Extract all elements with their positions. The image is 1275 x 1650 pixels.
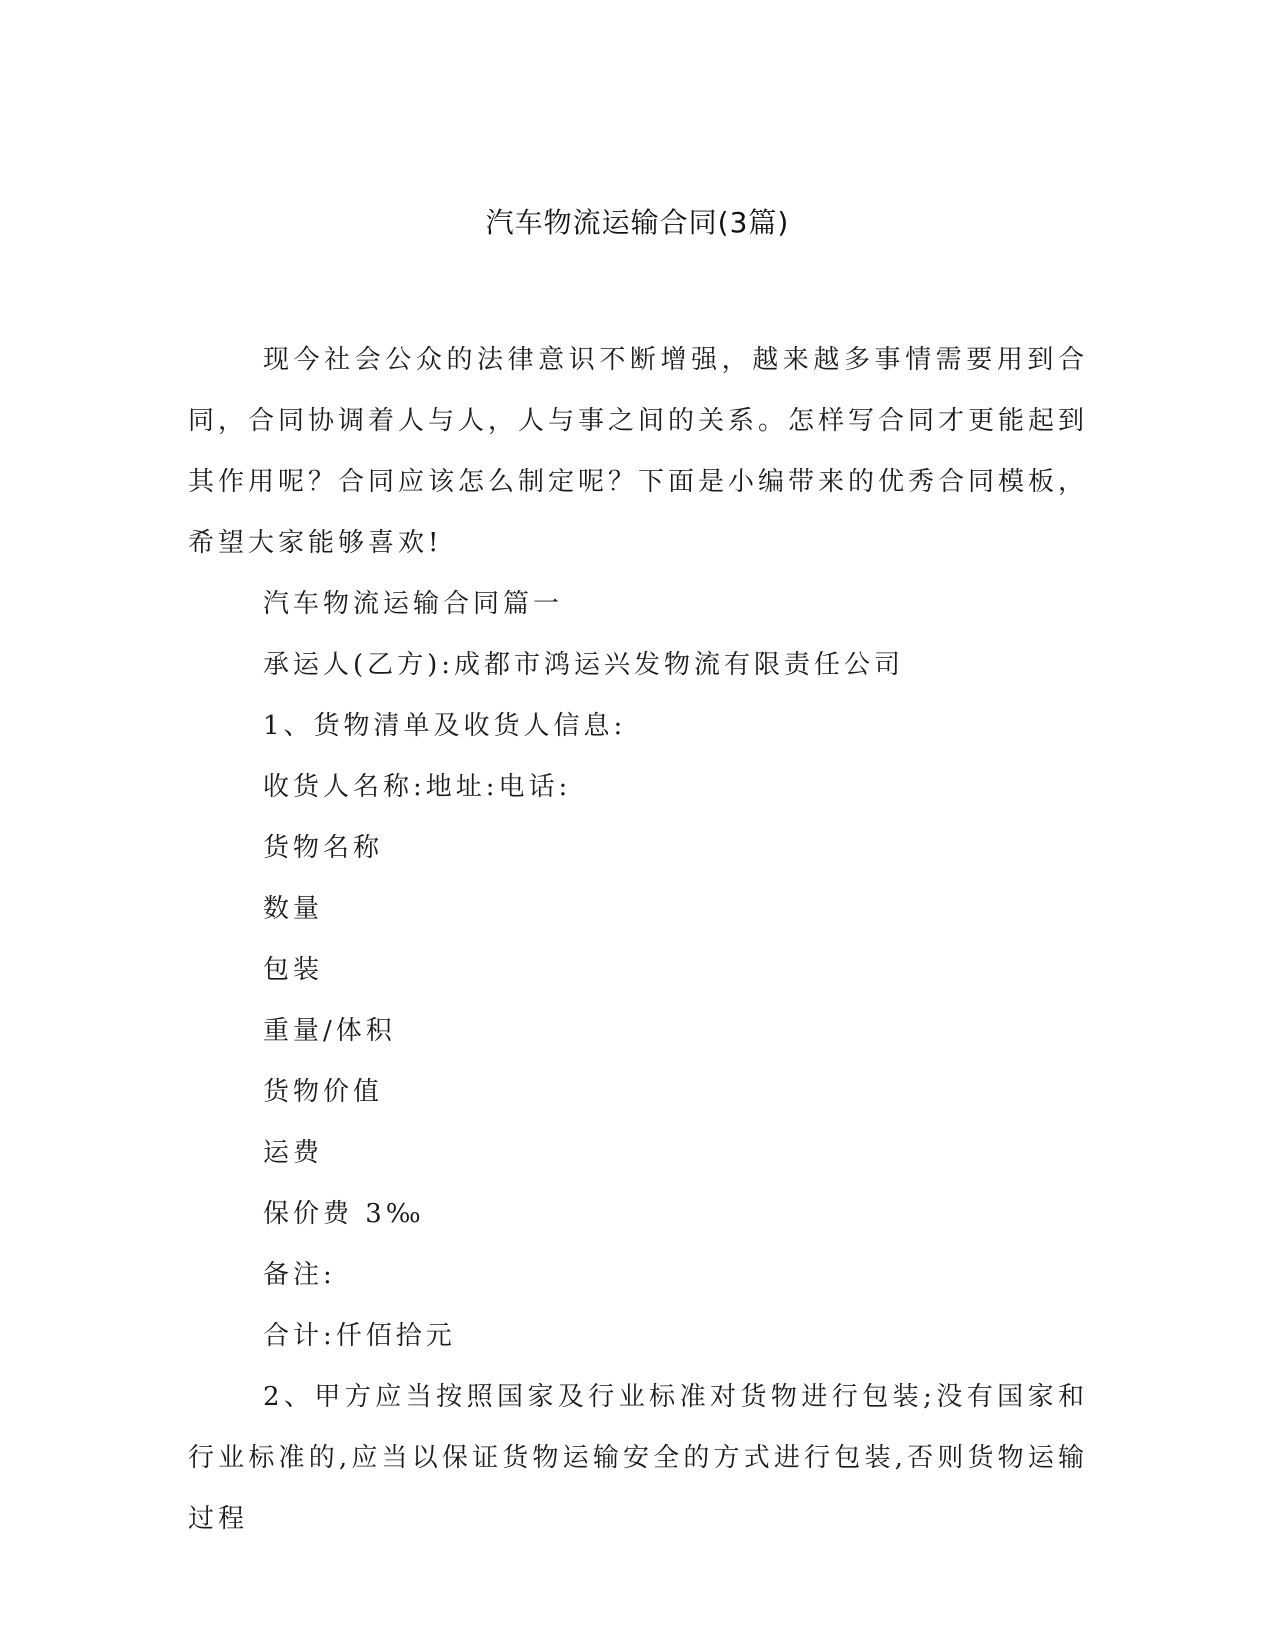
field-total: 合计:仟佰拾元 bbox=[263, 1321, 456, 1351]
field-remarks: 备注: bbox=[263, 1260, 336, 1290]
field-packaging: 包装 bbox=[263, 955, 324, 985]
field-goods-value: 货物价值 bbox=[263, 1077, 384, 1107]
field-quantity: 数量 bbox=[263, 894, 324, 924]
document-title: 汽车物流运输合同(3篇) bbox=[485, 206, 790, 239]
field-weight-volume: 重量/体积 bbox=[263, 1016, 396, 1046]
field-insurance-fee: 保价费 3‰ bbox=[263, 1199, 425, 1229]
document-body bbox=[188, 330, 1088, 1550]
clause-2-paragraph: 2、甲方应当按照国家及行业标准对货物进行包装;没有国家和行业标准的,应当以保证货物运输安全的方式进行包装,否则货物运输过程 bbox=[188, 1382, 1088, 1534]
field-freight: 运费 bbox=[263, 1138, 324, 1168]
consignee-info-line: 收货人名称:地址:电话: bbox=[263, 772, 572, 802]
section-heading-part-one: 汽车物流运输合同篇一 bbox=[263, 589, 564, 619]
clause-1-heading: 1、货物清单及收货人信息: bbox=[263, 711, 627, 741]
field-goods-name: 货物名称 bbox=[263, 833, 384, 863]
carrier-line: 承运人(乙方):成都市鸿运兴发物流有限责任公司 bbox=[263, 650, 905, 680]
intro-paragraph: 现今社会公众的法律意识不断增强，越来越多事情需要用到合同，合同协调着人与人，人与事之间的关系。怎样写合同才更能起到其作用呢？合同应该怎么制定呢？下面是小编带来的优秀合同模板，希望大家能够喜欢! bbox=[188, 345, 1089, 558]
